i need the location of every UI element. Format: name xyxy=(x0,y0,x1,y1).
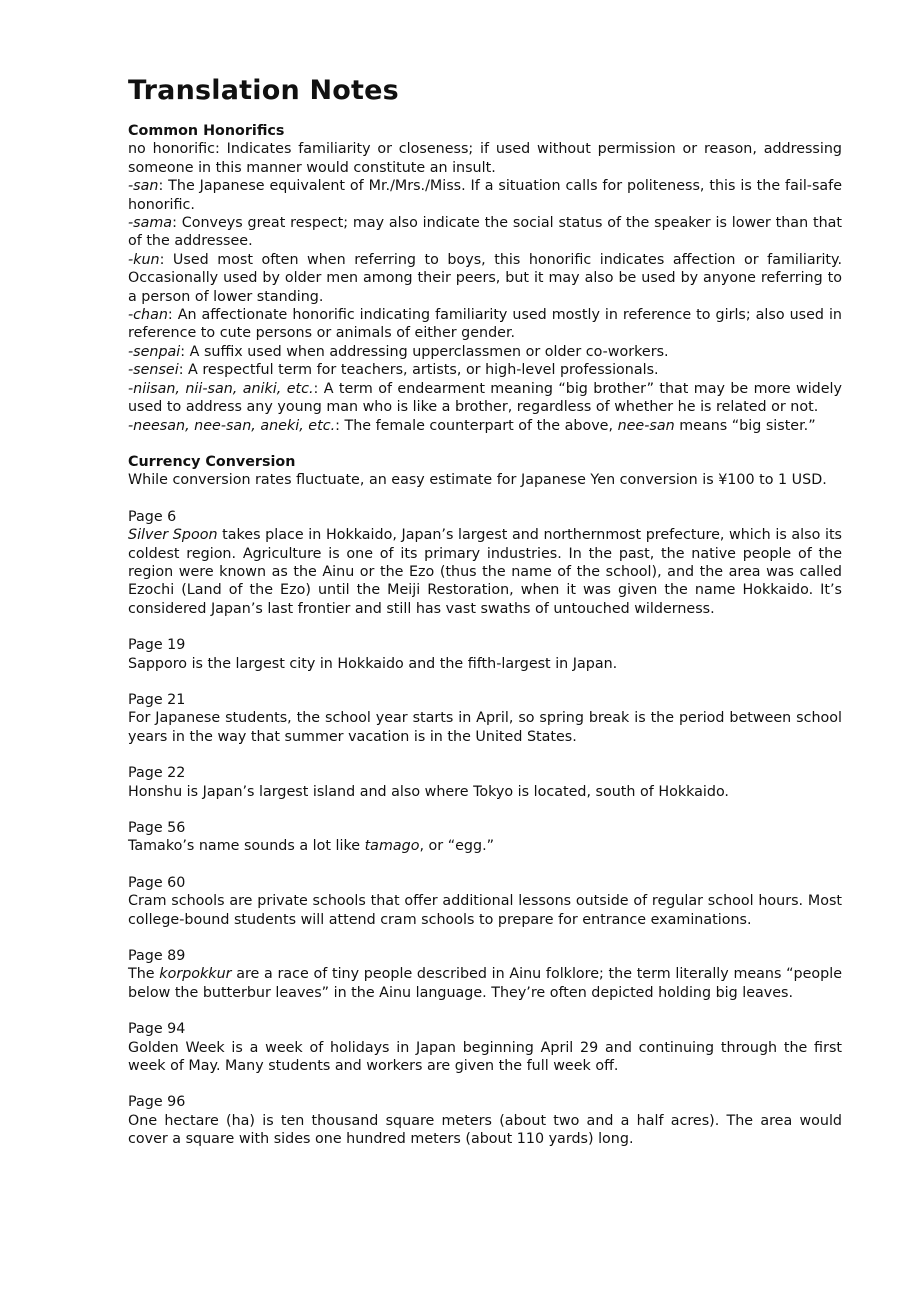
note-page-label: Page 89 xyxy=(128,948,186,965)
currency-section xyxy=(128,453,842,490)
note-body: , or “egg.” xyxy=(419,838,495,855)
note-text: One hectare (ha) is ten thousand square meters (about two and a half acres). The area would cover a square with sides one hundred meters (about 110 yards) long. xyxy=(128,1112,842,1148)
honorific-entry xyxy=(128,343,842,361)
note-page-label: Page 19 xyxy=(128,637,186,654)
honorific-definition: : The Japanese equivalent of Mr./Mrs./Miss. If a situation calls for politeness, this is the fail-safe honorific. xyxy=(128,178,842,213)
honorific-term: -sama xyxy=(128,215,173,232)
honorific-definition: : An affectionate honorific indicating familiarity used mostly in reference to girls; also used in reference to cute persons or animals of either gender. xyxy=(128,307,842,342)
honorific-definition: : A respectful term for teachers, artists, or high-level professionals. xyxy=(178,362,659,379)
note-page-label: Page 94 xyxy=(128,1021,186,1038)
honorifics-section xyxy=(128,122,842,435)
note-page-89 xyxy=(128,947,842,1002)
honorific-term: -senpai xyxy=(128,343,181,360)
honorific-term: -chan xyxy=(128,307,168,324)
honorific-term: -kun xyxy=(128,251,160,268)
honorific-term-inline: nee-san xyxy=(617,417,675,434)
honorific-term: -neesan, nee-san, aneki, etc. xyxy=(128,417,336,434)
note-body-start: Tamako’s name sounds a lot like xyxy=(128,838,365,855)
note-page-94 xyxy=(128,1020,842,1075)
honorific-term: -niisan, nii-san, aniki, etc. xyxy=(128,380,314,397)
honorific-definition: : Indicates familiarity or closeness; if used without permission or reason, addressing someone in this manner would constitute an insult. xyxy=(128,141,842,176)
note-text xyxy=(128,526,842,618)
note-page-56 xyxy=(128,819,842,856)
honorific-term: -sensei xyxy=(128,362,179,379)
note-body-start: The xyxy=(128,966,160,983)
honorifics-heading: Common Honorifics xyxy=(128,123,285,139)
note-page-21 xyxy=(128,691,842,746)
honorific-term: no honorific xyxy=(128,141,215,158)
translation-notes-page xyxy=(128,74,842,1167)
note-page-22 xyxy=(128,764,842,801)
honorific-definition-end: means “big sister.” xyxy=(674,417,816,434)
note-page-label: Page 22 xyxy=(128,765,186,782)
note-page-label: Page 21 xyxy=(128,691,186,708)
note-text xyxy=(128,837,842,855)
honorific-entry xyxy=(128,140,842,177)
note-page-label: Page 6 xyxy=(128,508,177,525)
note-emphasis: Silver Spoon xyxy=(128,527,218,544)
note-text: Sapporo is the largest city in Hokkaido and the fifth-largest in Japan. xyxy=(128,655,618,672)
note-body: takes place in Hokkaido, Japan’s largest and northernmost prefecture, which is also its coldest region. Agriculture is one of its primary industries. In the past, the native people of the region were known as the Ainu or the Ezo (thus the name of the school), and the area was called Ezochi (Land of the Ezo) until the Meiji Restoration, when it was given the name Hokkaido. It’s considered Japan’s last frontier and still has vast swaths of untouched wilderness. xyxy=(128,527,843,617)
honorific-definition: : Conveys great respect; may also indicate the social status of the speaker is lower than that of the addressee. xyxy=(128,215,842,250)
honorific-entry xyxy=(128,417,842,435)
page-title: Translation Notes xyxy=(128,75,399,106)
honorific-entry xyxy=(128,214,842,251)
honorific-definition: : The female counterpart of the above, xyxy=(335,417,618,434)
honorific-entry xyxy=(128,380,842,417)
honorific-term: -san xyxy=(128,178,159,195)
currency-heading: Currency Conversion xyxy=(128,453,296,470)
currency-text: While conversion rates fluctuate, an easy estimate for Japanese Yen conversion is ¥100 to 1 USD. xyxy=(128,472,827,489)
note-page-label: Page 60 xyxy=(128,874,186,891)
honorific-definition: : Used most often when referring to boys, this honorific indicates affection or familiarity. Occasionally used by older men among their peers, but it may also be used by anyone referring to a person of lower standing. xyxy=(128,251,842,305)
note-text: Golden Week is a week of holidays in Japan beginning April 29 and continuing through the first week of May. Many students and workers are given the full week off. xyxy=(128,1039,842,1075)
note-body: are a race of tiny people described in Ainu folklore; the term literally means “people below the butterbur leaves” in the Ainu language. They’re often depicted holding big leaves. xyxy=(128,966,842,1001)
note-page-6 xyxy=(128,508,842,618)
honorific-definition: : A suffix used when addressing upperclassmen or older co-workers. xyxy=(180,343,669,360)
honorific-entry xyxy=(128,306,842,343)
note-emphasis: korpokkur xyxy=(159,966,232,983)
note-page-label: Page 56 xyxy=(128,820,186,836)
note-page-60 xyxy=(128,874,842,929)
note-text xyxy=(128,965,842,1002)
note-text: For Japanese students, the school year starts in April, so spring break is the period between school years in the way that summer vacation is in the United States. xyxy=(128,710,842,745)
note-page-19 xyxy=(128,636,842,673)
honorific-definition: : A term of endearment meaning “big brother” that may be more widely used to address any young man who is like a brother, regardless of whether he is related or not. xyxy=(128,380,842,416)
honorific-entry xyxy=(128,361,842,379)
note-emphasis: tamago xyxy=(364,838,420,855)
honorific-entry xyxy=(128,177,842,214)
note-page-label: Page 96 xyxy=(128,1094,186,1111)
honorific-entry xyxy=(128,251,842,306)
note-page-96 xyxy=(128,1093,842,1148)
note-text: Honshu is Japan’s largest island and also where Tokyo is located, south of Hokkaido. xyxy=(128,783,729,800)
note-text: Cram schools are private schools that offer additional lessons outside of regular school hours. Most college-bound students will attend cram schools to prepare for entrance examinations. xyxy=(128,893,842,928)
